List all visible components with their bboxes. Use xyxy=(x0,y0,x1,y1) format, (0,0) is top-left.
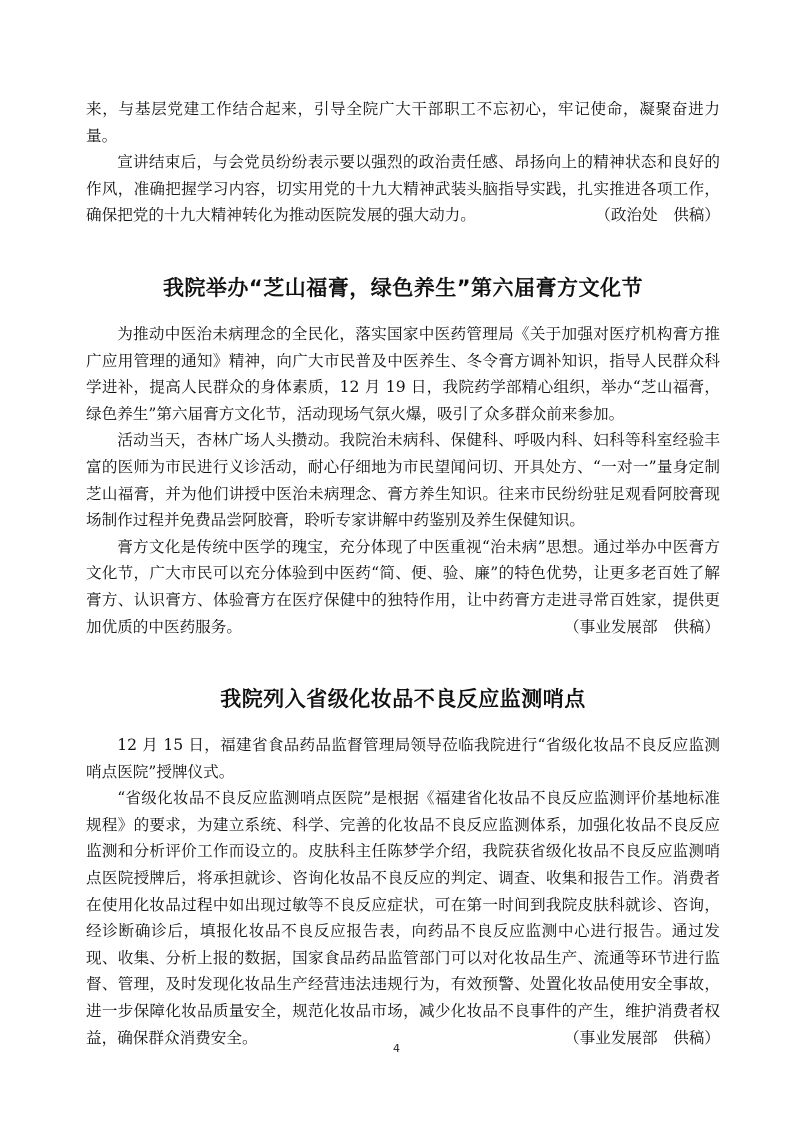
article-title: 我院举办“芝山福膏，绿色养生”第六届膏方文化节 xyxy=(162,275,644,300)
paragraph: “省级化妆品不良反应监测哨点医院”是根据《福建省化妆品不良反应监测评价基地标准规程》的要求，为建立系统、科学、完善的化妆品不良反应监测体系，加强化妆品不良反应监测和分析评价工作而设立的。皮肤科主任陈梦学介绍，我院获省级化妆品不良反应监测哨点医院授牌后，将承担就诊、咨询化妆品不良反应的判定、调查、收集和报告工作。消费者在使用化妆品过程中如出现过敏等不良反应症状，可在第一时间到我院皮肤科就诊、咨询，经诊断确诊后，填报化妆品不良反应报告表，向药品不良反应监测中心进行报告。通过发现、收集、分析上报的数据，国家食品药品监管部门可以对化妆品生产、流通等环节进行监督、管理，及时发现化妆品生产经营违法违规行为，有效预警、处置化妆品使用安全事故，进一步保障化妆品质量安全，规范化妆品市场，减少化妆品不良事件的产生，维护消费者权益，确保群众消费安全。 xyxy=(86,789,720,1047)
previous-article-fragment xyxy=(86,96,720,229)
paragraph: 为推动中医治未病理念的全民化，落实国家中医药管理局《关于加强对医疗机构膏方推广应用管理的通知》精神，向广大市民普及中医养生、冬令膏方调补知识，指导人民群众科学进补，提高人民群众的身体素质，12 月 19 日，我院药学部精心组织，举办“芝山福膏，绿色养生”第六届膏方文化节，活动现场气氛火爆，吸引了众多群众前来参加。 xyxy=(86,324,720,423)
paragraph-text: 宣讲结束后，与会党员纷纷表示要以强烈的政治责任感、昂扬向上的精神状态和良好的作风，准确把握学习内容，切实用党的十九大精神武装头脑指导实践，扎实推进各项工作，确保把党的十九大精神转化为推动医院发展的强大动力。 xyxy=(86,153,720,225)
article-credit: （事业发展部 供稿） xyxy=(564,1028,720,1047)
paragraph: 膏方文化是传统中医学的瑰宝，充分体现了中医重视“治未病”思想。通过举办中医膏方文化节，广大市民可以充分体验到中医药“简、便、验、廉”的特色优势，让更多老百姓了解膏方、认识膏方、体验膏方在医疗保健中的独特作用，让中药膏方走进寻常百姓家，提供更加优质的中医药服务。 xyxy=(86,537,720,636)
article-credit: （政治处 供稿） xyxy=(595,206,720,225)
article-body xyxy=(86,732,720,1051)
paragraph: 活动当天，杏林广场人头攒动。我院治未病科、保健科、呼吸内科、妇科等科室经验丰富的医师为市民进行义诊活动，耐心仔细地为市民望闻问切、开具处方、“一对一”量身定制芝山福膏，并为他们讲授中医治未病理念、膏方养生知识。往来市民纷纷驻足观看阿胶膏现场制作过程并免费品尝阿胶膏，聆听专家讲解中药鉴别及养生保健知识。 xyxy=(86,431,720,530)
article-credit: （事业发展部 供稿） xyxy=(564,617,720,636)
page-number: 4 xyxy=(393,1042,400,1055)
article-title: 我院列入省级化妆品不良反应监测哨点 xyxy=(220,687,586,712)
article-body xyxy=(86,321,720,640)
paragraph: 12 月 15 日，福建省食品药品监督管理局领导莅临我院进行“省级化妆品不良反应监测哨点医院”授牌仪式。 xyxy=(86,736,720,781)
document-page xyxy=(86,96,720,1051)
paragraph: 来，与基层党建工作结合起来，引导全院广大干部职工不忘初心，牢记使命，凝聚奋进力量。 xyxy=(86,100,720,145)
